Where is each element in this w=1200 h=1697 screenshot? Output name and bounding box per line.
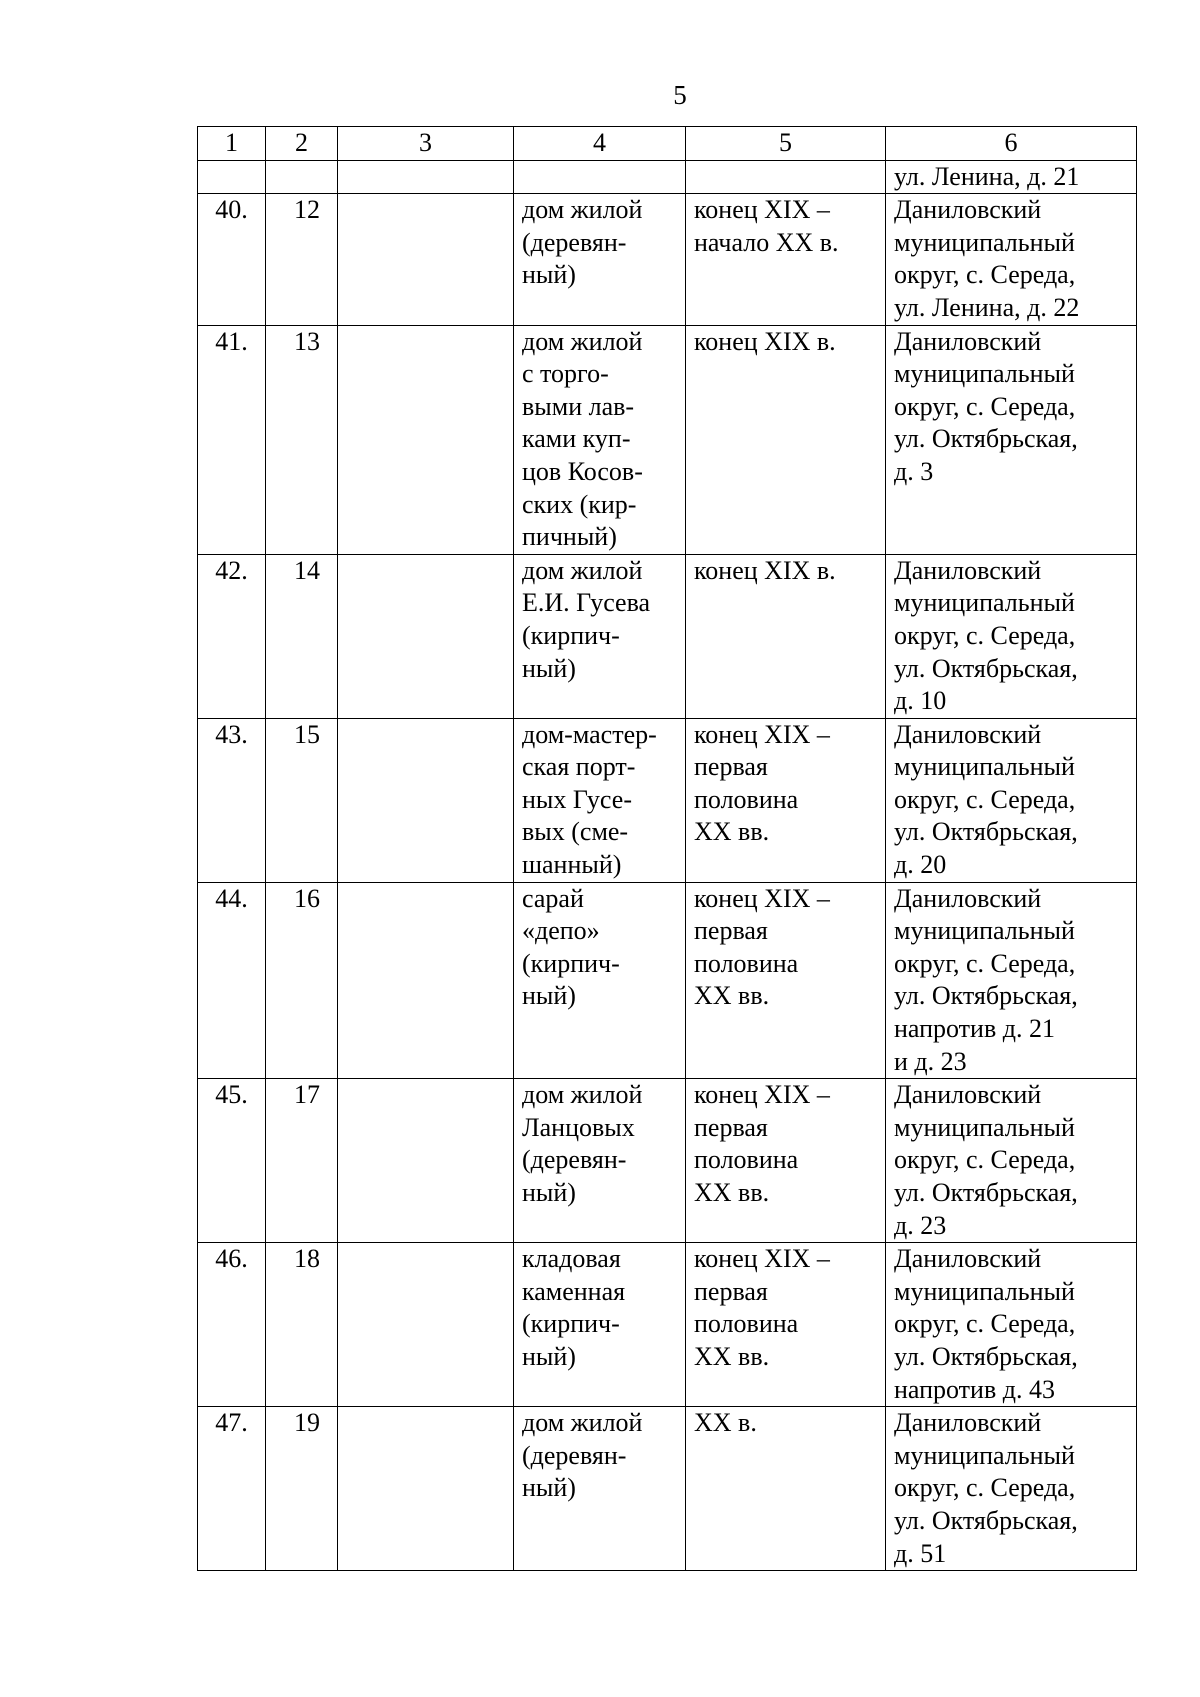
cell-num <box>198 160 266 194</box>
cell-name <box>514 160 686 194</box>
cell-address: Даниловский муниципальный округ, с. Середа, ул. Октябрьская, д. 10 <box>886 554 1137 718</box>
cell-num: 41. <box>198 325 266 554</box>
cell-address: Даниловский муниципальный округ, с. Середа, ул. Октябрьская, напротив д. 43 <box>886 1243 1137 1407</box>
column-number-4: 4 <box>514 127 686 161</box>
cell-address: ул. Ленина, д. 21 <box>886 160 1137 194</box>
cell-date: конец XIX – первая половина XX вв. <box>686 1079 886 1243</box>
cell-date: конец XIX – первая половина XX вв. <box>686 718 886 882</box>
cell-address: Даниловский муниципальный округ, с. Середа, ул. Октябрьская, д. 51 <box>886 1407 1137 1571</box>
cell-name: кладовая каменная (кирпич- ный) <box>514 1243 686 1407</box>
cell-address: Даниловский муниципальный округ, с. Середа, ул. Октябрьская, д. 23 <box>886 1079 1137 1243</box>
cell-id: 19 <box>266 1407 338 1571</box>
cell-col3 <box>338 194 514 325</box>
cell-date: конец XIX – первая половина XX вв. <box>686 882 886 1079</box>
cell-id: 17 <box>266 1079 338 1243</box>
cell-name: сарай «депо» (кирпич- ный) <box>514 882 686 1079</box>
cell-date <box>686 160 886 194</box>
table-row <box>198 1243 1137 1407</box>
cell-num: 44. <box>198 882 266 1079</box>
cell-date: конец XIX – первая половина XX вв. <box>686 1243 886 1407</box>
cell-date: конец XIX в. <box>686 325 886 554</box>
column-number-2: 2 <box>266 127 338 161</box>
cell-name: дом жилой Е.И. Гусева (кирпич- ный) <box>514 554 686 718</box>
cell-id: 14 <box>266 554 338 718</box>
cell-num: 42. <box>198 554 266 718</box>
table-row <box>198 882 1137 1079</box>
heritage-objects-table <box>197 126 1137 1571</box>
cell-num: 45. <box>198 1079 266 1243</box>
column-number-1: 1 <box>198 127 266 161</box>
cell-num: 47. <box>198 1407 266 1571</box>
cell-col3 <box>338 325 514 554</box>
table-row <box>198 554 1137 718</box>
continuation-row <box>198 160 1137 194</box>
table-header-row <box>198 127 1137 161</box>
cell-name: дом-мастер- ская порт- ных Гусе- вых (сме- шанный) <box>514 718 686 882</box>
column-number-3: 3 <box>338 127 514 161</box>
cell-id: 13 <box>266 325 338 554</box>
cell-col3 <box>338 1243 514 1407</box>
table-row <box>198 194 1137 325</box>
cell-date: конец XIX в. <box>686 554 886 718</box>
cell-id: 16 <box>266 882 338 1079</box>
cell-name: дом жилой Ланцовых (деревян- ный) <box>514 1079 686 1243</box>
table-row <box>198 325 1137 554</box>
table-row <box>198 1079 1137 1243</box>
cell-col3 <box>338 1407 514 1571</box>
cell-id: 12 <box>266 194 338 325</box>
cell-address: Даниловский муниципальный округ, с. Середа, ул. Октябрьская, напротив д. 21 и д. 23 <box>886 882 1137 1079</box>
column-number-6: 6 <box>886 127 1137 161</box>
cell-col3 <box>338 718 514 882</box>
cell-name: дом жилой с торго- выми лав- ками куп- цов Косов- ских (кир- пичный) <box>514 325 686 554</box>
table-row <box>198 718 1137 882</box>
cell-date: XX в. <box>686 1407 886 1571</box>
cell-name: дом жилой (деревян- ный) <box>514 1407 686 1571</box>
cell-address: Даниловский муниципальный округ, с. Середа, ул. Октябрьская, д. 3 <box>886 325 1137 554</box>
page-number: 5 <box>673 80 687 110</box>
cell-date: конец XIX – начало XX в. <box>686 194 886 325</box>
cell-id: 15 <box>266 718 338 882</box>
cell-address: Даниловский муниципальный округ, с. Середа, ул. Ленина, д. 22 <box>886 194 1137 325</box>
cell-col3 <box>338 554 514 718</box>
cell-name: дом жилой (деревян- ный) <box>514 194 686 325</box>
cell-num: 46. <box>198 1243 266 1407</box>
cell-id: 18 <box>266 1243 338 1407</box>
cell-num: 43. <box>198 718 266 882</box>
column-number-5: 5 <box>686 127 886 161</box>
cell-col3 <box>338 160 514 194</box>
cell-col3 <box>338 882 514 1079</box>
cell-id <box>266 160 338 194</box>
table-row <box>198 1407 1137 1571</box>
cell-num: 40. <box>198 194 266 325</box>
cell-col3 <box>338 1079 514 1243</box>
cell-address: Даниловский муниципальный округ, с. Середа, ул. Октябрьская, д. 20 <box>886 718 1137 882</box>
